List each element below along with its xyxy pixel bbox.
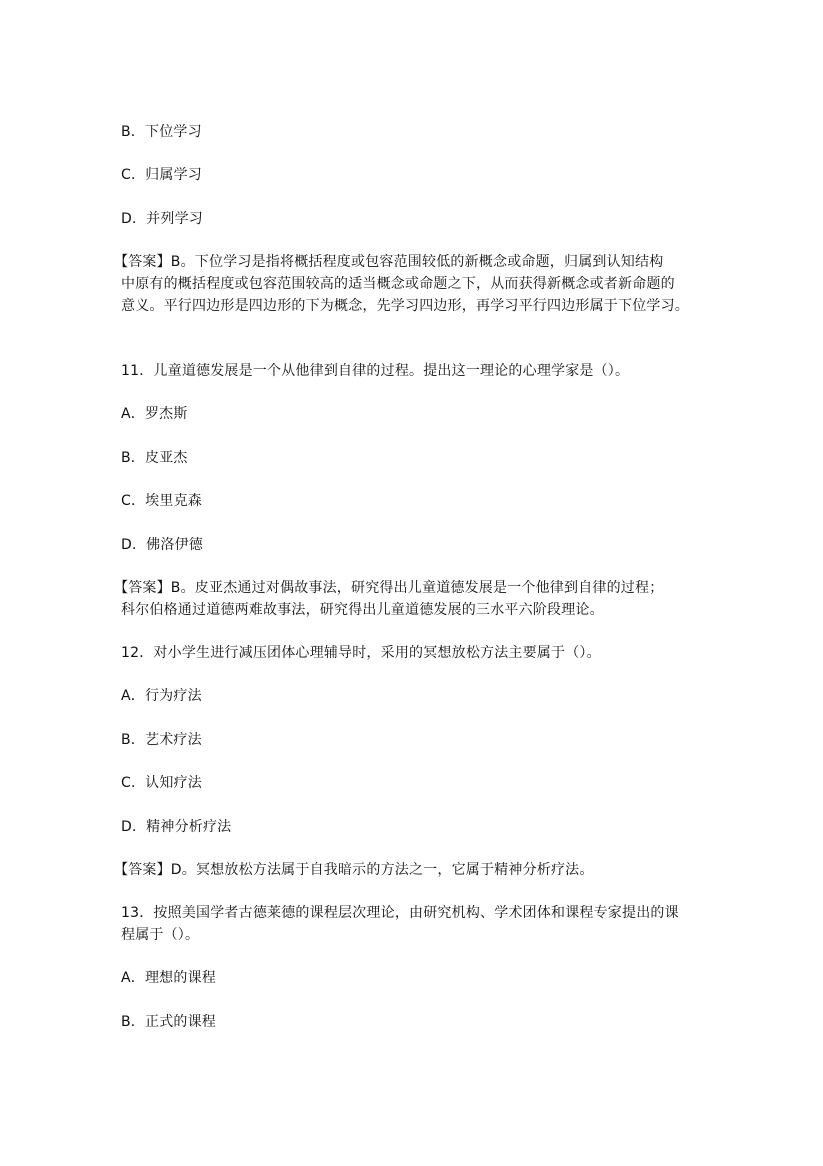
q10-option-b: B．下位学习 xyxy=(121,124,202,140)
q11-option-b: B．皮亚杰 xyxy=(121,450,188,466)
q13-stem-line-1: 13．按照美国学者古德莱德的课程层次理论，由研究机构、学术团体和课程专家提出的课 xyxy=(121,905,679,921)
q12-option-a: A．行为疗法 xyxy=(121,688,202,704)
q12-answer-line-1: 【答案】D。冥想放松方法属于自我暗示的方法之一，它属于精神分析疗法。 xyxy=(114,862,594,878)
q12-option-d: D．精神分析疗法 xyxy=(121,819,232,835)
q10-answer-line-1: 【答案】B。下位学习是指将概括程度或包容范围较低的新概念或命题，归属到认知结构 xyxy=(114,254,664,270)
q13-stem-line-2: 程属于（）。 xyxy=(121,927,200,943)
q13-option-a: A．理想的课程 xyxy=(121,970,216,986)
q10-answer-line-3: 意义。平行四边形是四边形的下为概念，先学习四边形，再学习平行四边形属于下位学习。 xyxy=(121,298,689,314)
q11-option-a: A．罗杰斯 xyxy=(121,406,188,422)
q11-option-d: D．佛洛伊德 xyxy=(121,537,203,553)
q13-option-b: B．正式的课程 xyxy=(121,1014,217,1030)
q11-answer-line-2: 科尔伯格通过道德两难故事法，研究得出儿童道德发展的三水平六阶段理论。 xyxy=(121,602,604,618)
q11-stem: 11．儿童道德发展是一个从他律到自律的过程。提出这一理论的心理学家是（）。 xyxy=(121,363,630,379)
q10-answer-line-2: 中原有的概括程度或包容范围较高的适当概念或命题之下，从而获得新概念或者新命题的 xyxy=(121,276,675,292)
q11-option-c: C．埃里克森 xyxy=(121,493,202,509)
q11-answer-line-1: 【答案】B。皮亚杰通过对偶故事法，研究得出儿童道德发展是一个他律到自律的过程； xyxy=(114,580,664,596)
q12-option-c: C．认知疗法 xyxy=(121,775,202,791)
q12-stem: 12．对小学生进行减压团体心理辅导时，采用的冥想放松方法主要属于（）。 xyxy=(121,645,601,661)
q10-option-d: D．并列学习 xyxy=(121,211,203,227)
q12-option-b: B．艺术疗法 xyxy=(121,732,202,748)
q10-option-c: C．归属学习 xyxy=(121,167,202,183)
